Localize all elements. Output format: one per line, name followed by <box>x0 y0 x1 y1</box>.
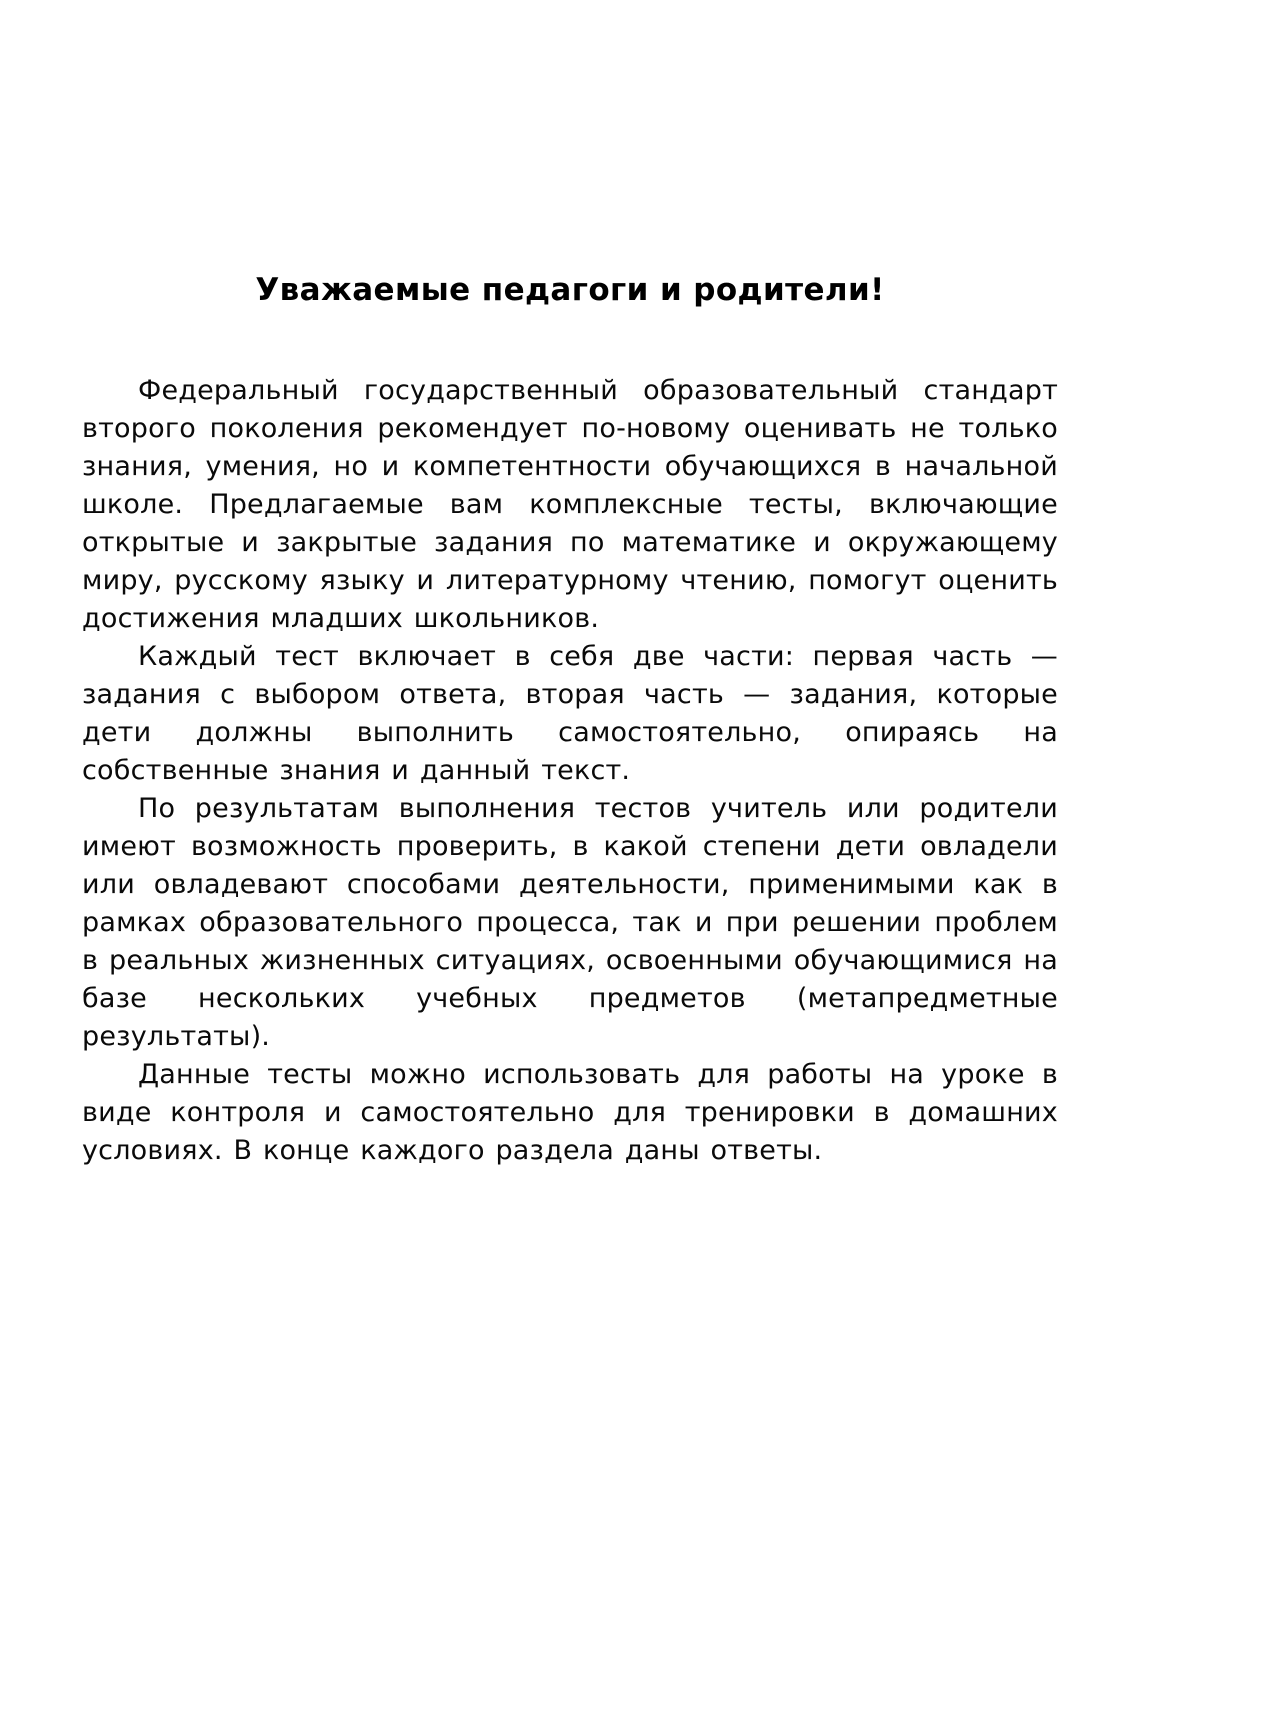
paragraph-intro: Федеральный государственный образовательный стандарт второго поколения рекомендует по-новому оценивать не только знания, умения, но и компетентности обучающихся в начальной школе. Предлагаемые вам комплексные тесты, включающие открытые и закрытые задания по математике и окружающему миру, русскому языку и литературному чтению, помогут оценить достижения младших школьников. <box>82 375 1058 634</box>
page-title: Уважаемые педагоги и родители! <box>255 272 885 308</box>
paragraph-results: По результатам выполнения тестов учитель или родители имеют возможность проверить, в какой степени дети овладели или овладевают способами деятельности, применимыми как в рамках образовательного процесса, так и при решении проблем в реальных жизненных ситуациях, освоенными обучающимися на базе нескольких учебных предметов (метапредметные результаты). <box>82 793 1058 1052</box>
paragraph-usage: Данные тесты можно использовать для работы на уроке в виде контроля и самостоятельно для тренировки в домашних условиях. В конце каждого раздела даны ответы. <box>82 1059 1058 1166</box>
paragraph-test-structure: Каждый тест включает в себя две части: первая часть — задания с выбором ответа, вторая часть — задания, которые дети должны выполнить самостоятельно, опираясь на собственные знания и данный текст. <box>82 641 1058 786</box>
text-block <box>82 272 1058 1170</box>
